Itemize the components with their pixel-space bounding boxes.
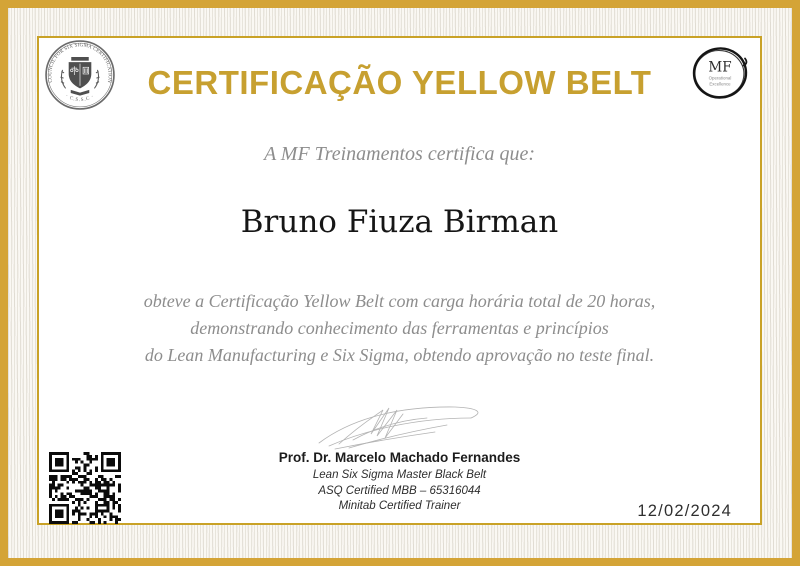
signer-name: Prof. Dr. Marcelo Machado Fernandes (278, 450, 521, 465)
credential-line: Minitab Certified Trainer (338, 500, 461, 512)
recipient-name: Bruno Fiuza Birman (240, 204, 559, 240)
certifies-line: A MF Treinamentos certifica que: (263, 143, 536, 165)
mf-monogram: MF (708, 59, 732, 76)
credential-line: Lean Six Sigma Master Black Belt (312, 469, 487, 481)
mf-tagline-line1: Operational (708, 75, 732, 81)
signature-icon (305, 394, 495, 454)
mf-tagline-line2: Excellence (709, 81, 731, 87)
description-paragraph (39, 288, 760, 369)
seal-bottom-text: · C.S.S.C · (64, 94, 96, 104)
certificate-title: CERTIFICAÇÃO YELLOW BELT (147, 64, 652, 101)
description-line: do Lean Manufacturing e Six Sigma, obtendo aprovação no teste final. (144, 345, 655, 365)
qr-code (49, 452, 121, 524)
mf-logo-icon (689, 43, 751, 105)
seal-ring-text: COUNCIL FOR SIX SIGMA CERTIFICATION (47, 42, 113, 84)
issue-date: 12/02/2024 (637, 502, 732, 520)
certificate-body (37, 36, 762, 525)
description-line: demonstrando conhecimento das ferramentas e princípios (190, 318, 609, 338)
signature-block (39, 394, 760, 454)
description-line: obteve a Certificação Yellow Belt com carga horária total de 20 horas, (143, 291, 656, 311)
credential-line: ASQ Certified MBB – 65316044 (318, 484, 481, 497)
